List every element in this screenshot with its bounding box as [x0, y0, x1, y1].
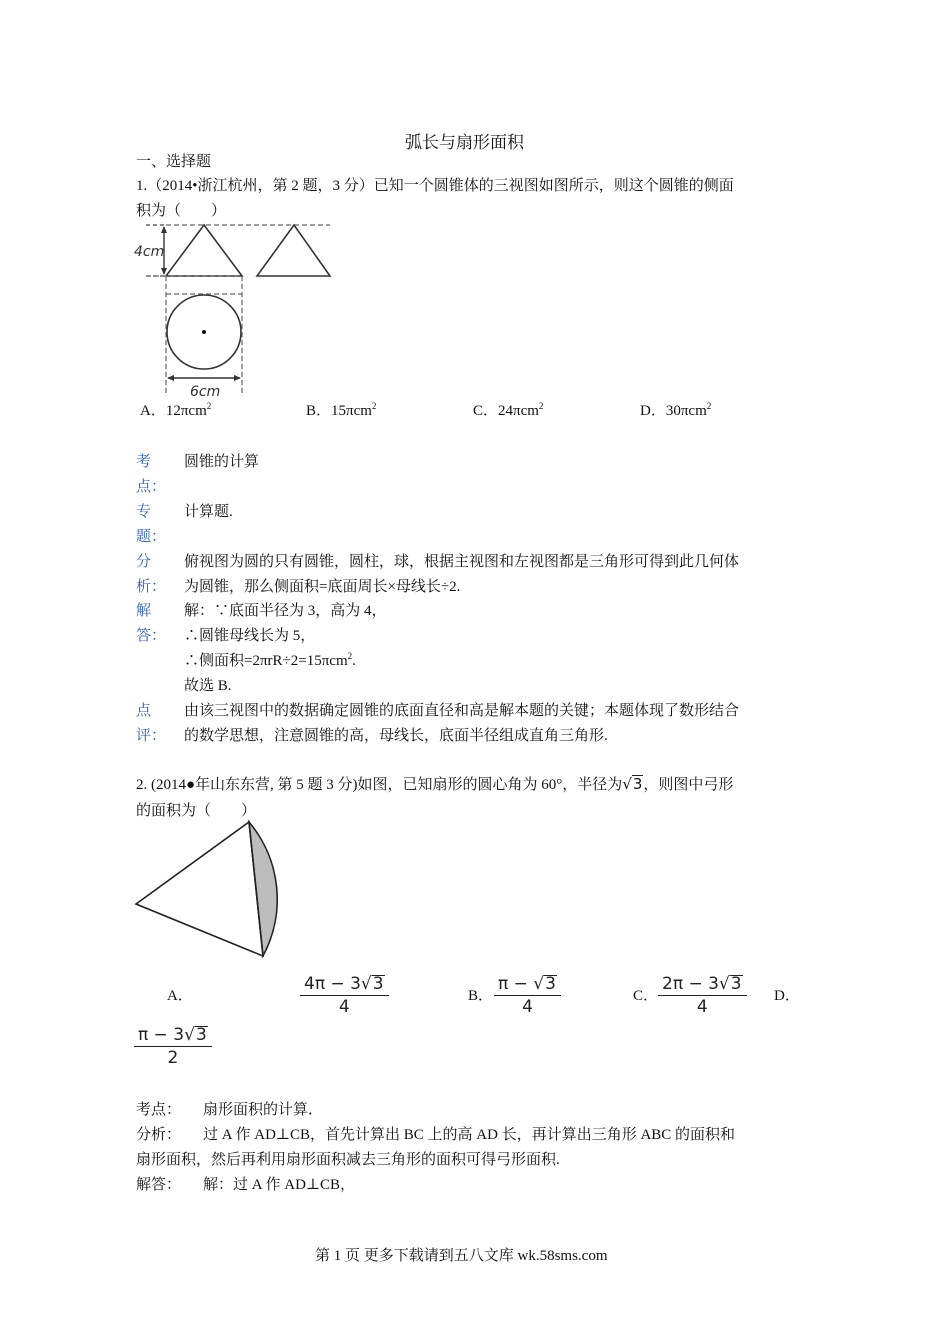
q1-dianping-label-1: 点 [136, 703, 152, 719]
q2-kaodian-label: 考点： [136, 1102, 182, 1118]
q2-triangle [136, 822, 263, 956]
q1-jieda-label-1: 解 [136, 603, 152, 619]
q2-option-b-letter: B． [468, 988, 494, 1004]
q2-stem-line2: 的面积为（ ） [136, 803, 257, 819]
q1-side-view [257, 225, 330, 276]
q1-fenxi-label-1: 分 [136, 554, 152, 570]
q1-stem-line2: 积为（ ） [136, 203, 227, 219]
q1-dianping-label-2: 评： [136, 728, 167, 744]
section-heading: 一、选择题 [136, 154, 212, 170]
q1-zhuanti: 计算题. [184, 504, 233, 520]
q1-jieda-label-2: 答： [136, 628, 167, 644]
q1-option-a: A．12πcm$^2$ [140, 401, 212, 419]
q2-kaodian: 扇形面积的计算． [203, 1102, 324, 1118]
q2-option-c-letter: C． [633, 988, 659, 1004]
q1-option-b: B．15πcm$^2$ [306, 401, 377, 419]
q1-zhuanti-label-2: 题： [136, 529, 167, 545]
q1-fenxi-line1: 俯视图为圆的只有圆锥，圆柱，球，根据主视图和左视图都是三角形可得到此几何体 [184, 554, 740, 570]
q1-fenxi-label-2: 析： [136, 579, 167, 595]
q1-option-c: C．24πcm$^2$ [473, 401, 544, 419]
q1-three-view-figure [130, 220, 340, 400]
q2-fenxi-label: 分析： [136, 1127, 182, 1143]
q2-jieda-line1: 解：过 A 作 AD⊥CB， [203, 1177, 356, 1193]
q2-sector-figure [130, 818, 290, 963]
q1-zhuanti-label-1: 专 [136, 504, 152, 520]
q2-option-c-fraction: $\frac{2\pi - 3√3}{4}$ [658, 973, 747, 1018]
q1-fenxi-line2: 为圆锥，那么侧面积=底面周长×母线长÷2. [184, 579, 461, 595]
q1-jieda-line2: ∴圆锥母线长为 5， [184, 628, 316, 644]
q1-height-label: 4cm [134, 244, 165, 260]
q1-option-d: D．30πcm$^2$ [640, 401, 712, 419]
page-title: 弧长与扇形面积 [405, 133, 524, 152]
page-footer: 第 1 页 更多下载请到五八文库 wk.58sms.com [315, 1248, 608, 1264]
q1-kaodian-label-2: 点： [136, 479, 167, 495]
q1-stem-line1: 1.（2014•浙江杭州，第 2 题，3 分）已知一个圆锥体的三视图如图所示，则这个圆锥的侧面 [136, 178, 734, 194]
q2-option-d-letter: D． [774, 988, 800, 1004]
q1-jieda-line3: ∴侧面积=2πrR÷2=15πcm$^2$. [184, 651, 356, 669]
q2-option-d-fraction: $\frac{\pi - 3√3}{2}$ [134, 1024, 212, 1069]
q1-jieda-line4: 故选 B. [184, 678, 232, 694]
q2-fenxi-line2: 扇形面积，然后再利用扇形面积减去三角形的面积可得弓形面积. [136, 1152, 560, 1168]
q2-option-a-fraction: $\frac{4\pi - 3√3}{4}$ [300, 973, 389, 1018]
q2-option-b-fraction: $\frac{\pi - √3}{4}$ [494, 973, 561, 1018]
q2-fenxi-line1: 过 A 作 AD⊥CB，首先计算出 BC 上的高 AD 长，再计算出三角形 ABC 的面积和 [203, 1127, 736, 1143]
q1-front-view [166, 225, 242, 276]
q2-segment-shaded [249, 822, 277, 956]
q1-kaodian-label-1: 考 [136, 454, 152, 470]
q2-stem-line1: 2. (2014●年山东东营, 第 5 题 3 分)如图，已知扇形的圆心角为 60°，半径为√3，则图中弓形 [136, 775, 734, 793]
q1-width-label: 6cm [190, 384, 221, 400]
q1-kaodian: 圆锥的计算 [184, 454, 260, 470]
q1-dianping-line1: 由该三视图中的数据确定圆锥的底面直径和高是解本题的关键；本题体现了数形结合 [184, 703, 740, 719]
q1-dianping-line2: 的数学思想，注意圆锥的高，母线长，底面半径组成直角三角形. [184, 728, 608, 744]
q2-jieda-label: 解答： [136, 1177, 182, 1193]
q1-jieda-line1: 解：∵底面半径为 3，高为 4， [184, 603, 387, 619]
q2-option-a-letter: A． [167, 988, 193, 1004]
